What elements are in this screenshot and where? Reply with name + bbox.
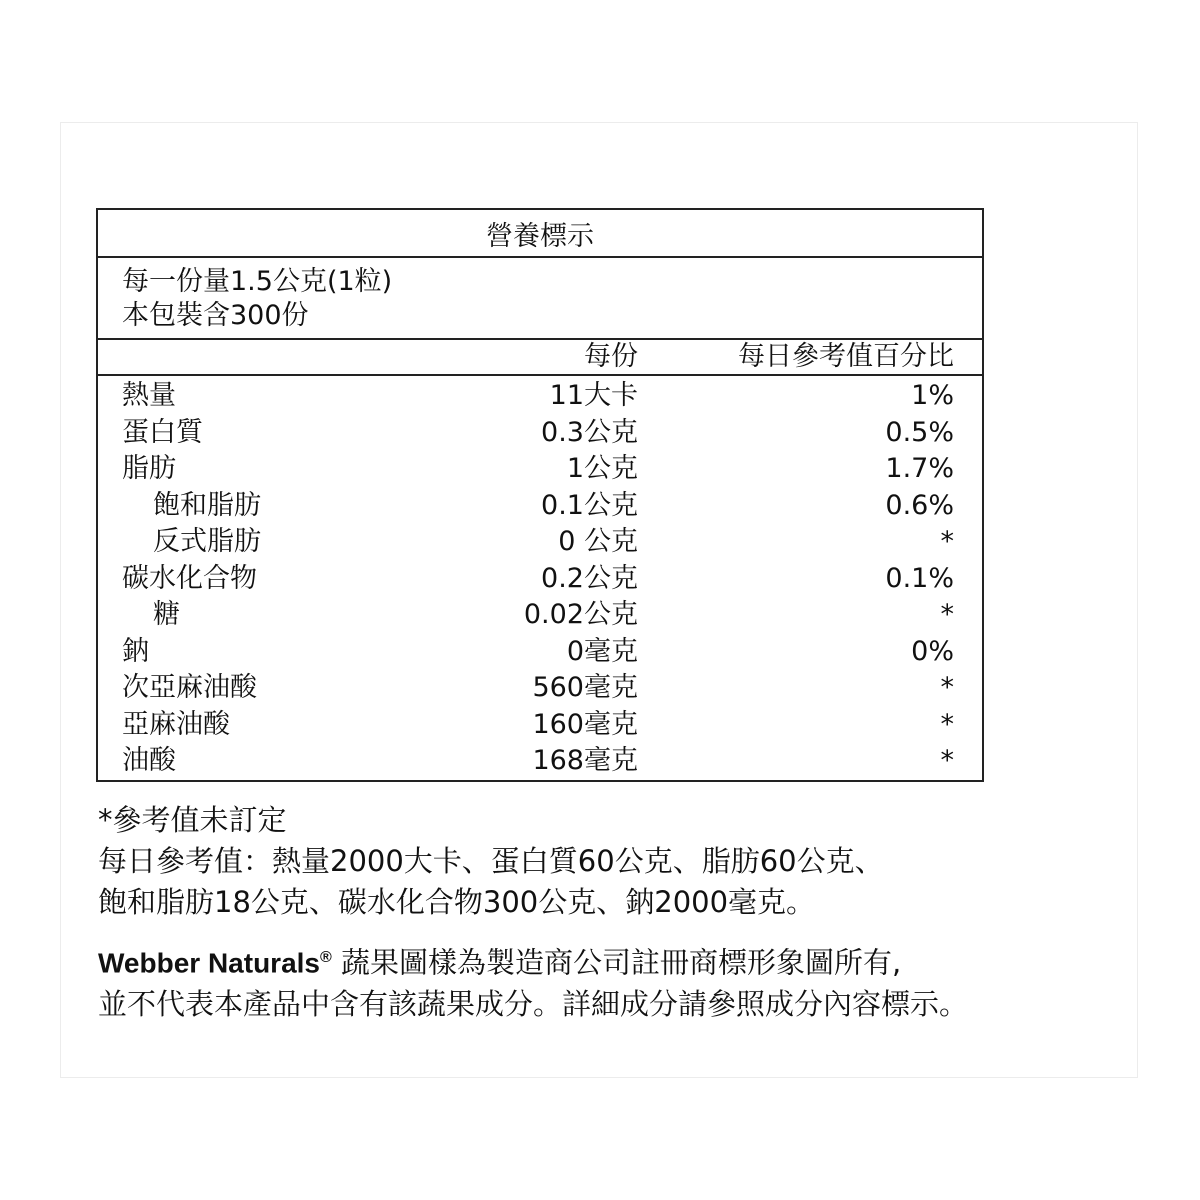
nutrient-per-serving: 0 公克 [558, 526, 638, 557]
nutrient-daily-value: 0% [911, 635, 954, 667]
nutrient-name: 反式脂肪 [153, 526, 261, 557]
daily-reference-line-2: 飽和脂肪18公克、碳水化合物300公克、鈉2000毫克。 [98, 885, 816, 919]
table-row [98, 707, 982, 744]
nutrient-per-serving: 0.02公克 [523, 599, 638, 630]
nutrient-per-serving: 160毫克 [532, 708, 638, 740]
nutrient-daily-value: 0.1% [885, 562, 954, 594]
brand-name: Webber Naturals [98, 947, 320, 979]
footnotes [98, 800, 1138, 923]
trademark-line-1 [98, 938, 1158, 984]
nutrient-name: 脂肪 [122, 453, 176, 484]
serving-info [98, 258, 982, 340]
table-row [98, 670, 982, 707]
nutrient-per-serving: 0.1公克 [541, 489, 638, 521]
nutrient-name: 碳水化合物 [122, 562, 257, 594]
nutrient-per-serving: 0.2公克 [541, 562, 638, 594]
nutrient-daily-value: * [940, 526, 954, 557]
nutrient-name: 次亞麻油酸 [122, 672, 257, 703]
nutrient-name: 鈉 [122, 635, 149, 667]
nutrient-name: 蛋白質 [122, 416, 203, 448]
table-row [98, 524, 982, 561]
table-row [98, 451, 982, 488]
col-header-daily-value: 每日參考值百分比 [738, 341, 954, 372]
trademark-line-2: 並不代表本產品中含有該蔬果成分。詳細成分請參照成分內容標示。 [98, 986, 969, 1021]
table-row [98, 561, 982, 598]
nutrient-per-serving: 11大卡 [549, 380, 638, 411]
registered-mark: ® [320, 949, 332, 966]
nutrient-name: 油酸 [122, 745, 176, 776]
nutrient-rows [98, 376, 982, 780]
nutrient-name: 熱量 [122, 380, 176, 411]
nutrient-daily-value: * [940, 745, 954, 776]
table-row [98, 378, 982, 415]
table-row [98, 415, 982, 452]
table-title-text: 營養標示 [486, 220, 594, 252]
col-header-per-serving: 每份 [584, 341, 638, 372]
nutrition-facts-table [96, 208, 984, 782]
daily-reference-line-1: 每日參考值：熱量2000大卡、蛋白質60公克、脂肪60公克、 [98, 844, 884, 878]
nutrient-name: 飽和脂肪 [153, 489, 261, 521]
trademark-notice [98, 938, 1158, 1024]
nutrient-per-serving: 0.3公克 [541, 416, 638, 448]
nutrient-per-serving: 168毫克 [532, 745, 638, 776]
nutrient-daily-value: * [940, 672, 954, 703]
table-title [98, 210, 982, 258]
nutrient-daily-value: 1% [911, 380, 954, 411]
nutrient-per-serving: 1公克 [566, 453, 638, 484]
nutrient-name: 糖 [153, 599, 180, 630]
table-row [98, 597, 982, 634]
nutrient-daily-value: * [940, 599, 954, 630]
nutrient-per-serving: 560毫克 [532, 672, 638, 703]
table-row [98, 634, 982, 671]
serving-size: 每一份量1.5公克(1粒) [122, 266, 393, 297]
nutrient-daily-value: 0.6% [885, 489, 954, 521]
footnote-undefined: *參考值未訂定 [98, 803, 287, 837]
servings-per-package: 本包裝含300份 [122, 300, 309, 331]
trademark-line-1-text: 蔬果圖樣為製造商公司註冊商標形象圖所有, [341, 945, 902, 980]
nutrient-name: 亞麻油酸 [122, 708, 230, 740]
table-row [98, 743, 982, 780]
nutrient-daily-value: 0.5% [885, 416, 954, 448]
nutrient-daily-value: * [940, 708, 954, 740]
column-header-row [98, 340, 982, 376]
nutrient-daily-value: 1.7% [885, 453, 954, 484]
nutrient-per-serving: 0毫克 [566, 635, 638, 667]
table-row [98, 488, 982, 525]
